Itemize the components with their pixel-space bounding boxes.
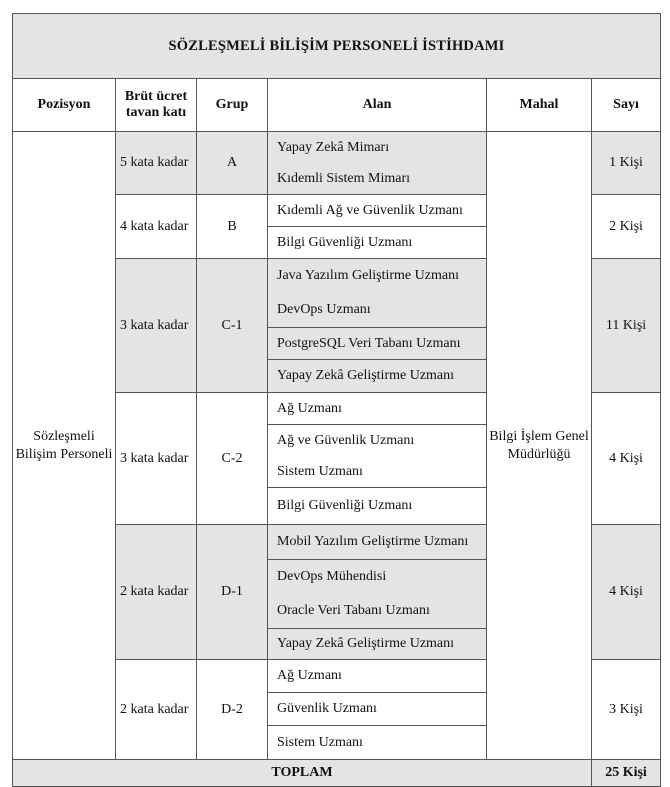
alan-item: Yapay Zekâ Geliştirme Uzmanı — [268, 359, 486, 392]
brut-ucret-cell: 4 kata kadar — [116, 195, 197, 259]
alan-item: Ağ Uzmanı — [268, 393, 486, 424]
grup-cell: C-2 — [197, 393, 268, 525]
sayi-cell: 1 Kişi — [592, 132, 661, 195]
brut-ucret-cell: 2 kata kadar — [116, 525, 197, 660]
grup-cell: A — [197, 132, 268, 195]
grup-cell: C-1 — [197, 259, 268, 393]
alan-cell — [268, 259, 487, 393]
total-label: TOPLAM — [13, 760, 592, 787]
alan-item: Yapay Zekâ Geliştirme Uzmanı — [268, 628, 486, 659]
header-sayi: Sayı — [592, 79, 661, 132]
sayi-cell: 2 Kişi — [592, 195, 661, 259]
alan-item: Sistem Uzmanı — [268, 456, 486, 487]
staffing-table — [12, 13, 661, 787]
alan-list — [268, 195, 486, 258]
alan-cell — [268, 525, 487, 660]
brut-ucret-cell: 3 kata kadar — [116, 259, 197, 393]
sayi-cell: 4 Kişi — [592, 525, 661, 660]
alan-item: Java Yazılım Geliştirme Uzmanı — [268, 259, 486, 293]
header-pozisyon: Pozisyon — [13, 79, 116, 132]
alan-cell — [268, 132, 487, 195]
alan-item: Yapay Zekâ Mimarı — [268, 132, 486, 163]
grup-cell: B — [197, 195, 268, 259]
total-value: 25 Kişi — [592, 760, 661, 787]
alan-item: DevOps Uzmanı — [268, 293, 486, 327]
alan-item: Ağ ve Güvenlik Uzmanı — [268, 424, 486, 456]
alan-list — [268, 132, 486, 194]
table-row — [13, 132, 661, 195]
header-brut-ucret: Brüt ücret tavan katı — [116, 79, 197, 132]
sayi-cell: 11 Kişi — [592, 259, 661, 393]
alan-item: DevOps Mühendisi — [268, 559, 486, 594]
header-mahal: Mahal — [487, 79, 592, 132]
table-title: SÖZLEŞMELİ BİLİŞİM PERSONELİ İSTİHDAMI — [13, 14, 661, 79]
header-alan: Alan — [268, 79, 487, 132]
sayi-cell: 3 Kişi — [592, 660, 661, 760]
alan-item: PostgreSQL Veri Tabanı Uzmanı — [268, 327, 486, 359]
grup-cell: D-2 — [197, 660, 268, 760]
sayi-cell: 4 Kişi — [592, 393, 661, 525]
brut-ucret-cell: 2 kata kadar — [116, 660, 197, 760]
alan-item: Ağ Uzmanı — [268, 660, 486, 692]
alan-cell — [268, 660, 487, 760]
alan-list — [268, 393, 486, 524]
staffing-document — [12, 13, 660, 780]
alan-cell — [268, 393, 487, 525]
alan-item: Mobil Yazılım Geliştirme Uzmanı — [268, 525, 486, 559]
alan-item: Kıdemli Sistem Mimarı — [268, 163, 486, 194]
alan-item: Güvenlik Uzmanı — [268, 692, 486, 725]
brut-ucret-cell: 3 kata kadar — [116, 393, 197, 525]
alan-item: Bilgi Güvenliği Uzmanı — [268, 487, 486, 524]
alan-item: Sistem Uzmanı — [268, 725, 486, 759]
mahal-cell: Bilgi İşlem Genel Müdürlüğü — [487, 132, 592, 760]
pozisyon-cell: Sözleşmeli Bilişim Personeli — [13, 132, 116, 760]
brut-ucret-cell: 5 kata kadar — [116, 132, 197, 195]
grup-cell: D-1 — [197, 525, 268, 660]
alan-item: Kıdemli Ağ ve Güvenlik Uzmanı — [268, 195, 486, 226]
header-grup: Grup — [197, 79, 268, 132]
alan-cell — [268, 195, 487, 259]
alan-list — [268, 660, 486, 759]
total-row — [13, 760, 661, 787]
alan-list — [268, 525, 486, 659]
alan-list — [268, 259, 486, 392]
alan-item: Oracle Veri Tabanı Uzmanı — [268, 594, 486, 628]
alan-item: Bilgi Güvenliği Uzmanı — [268, 226, 486, 258]
